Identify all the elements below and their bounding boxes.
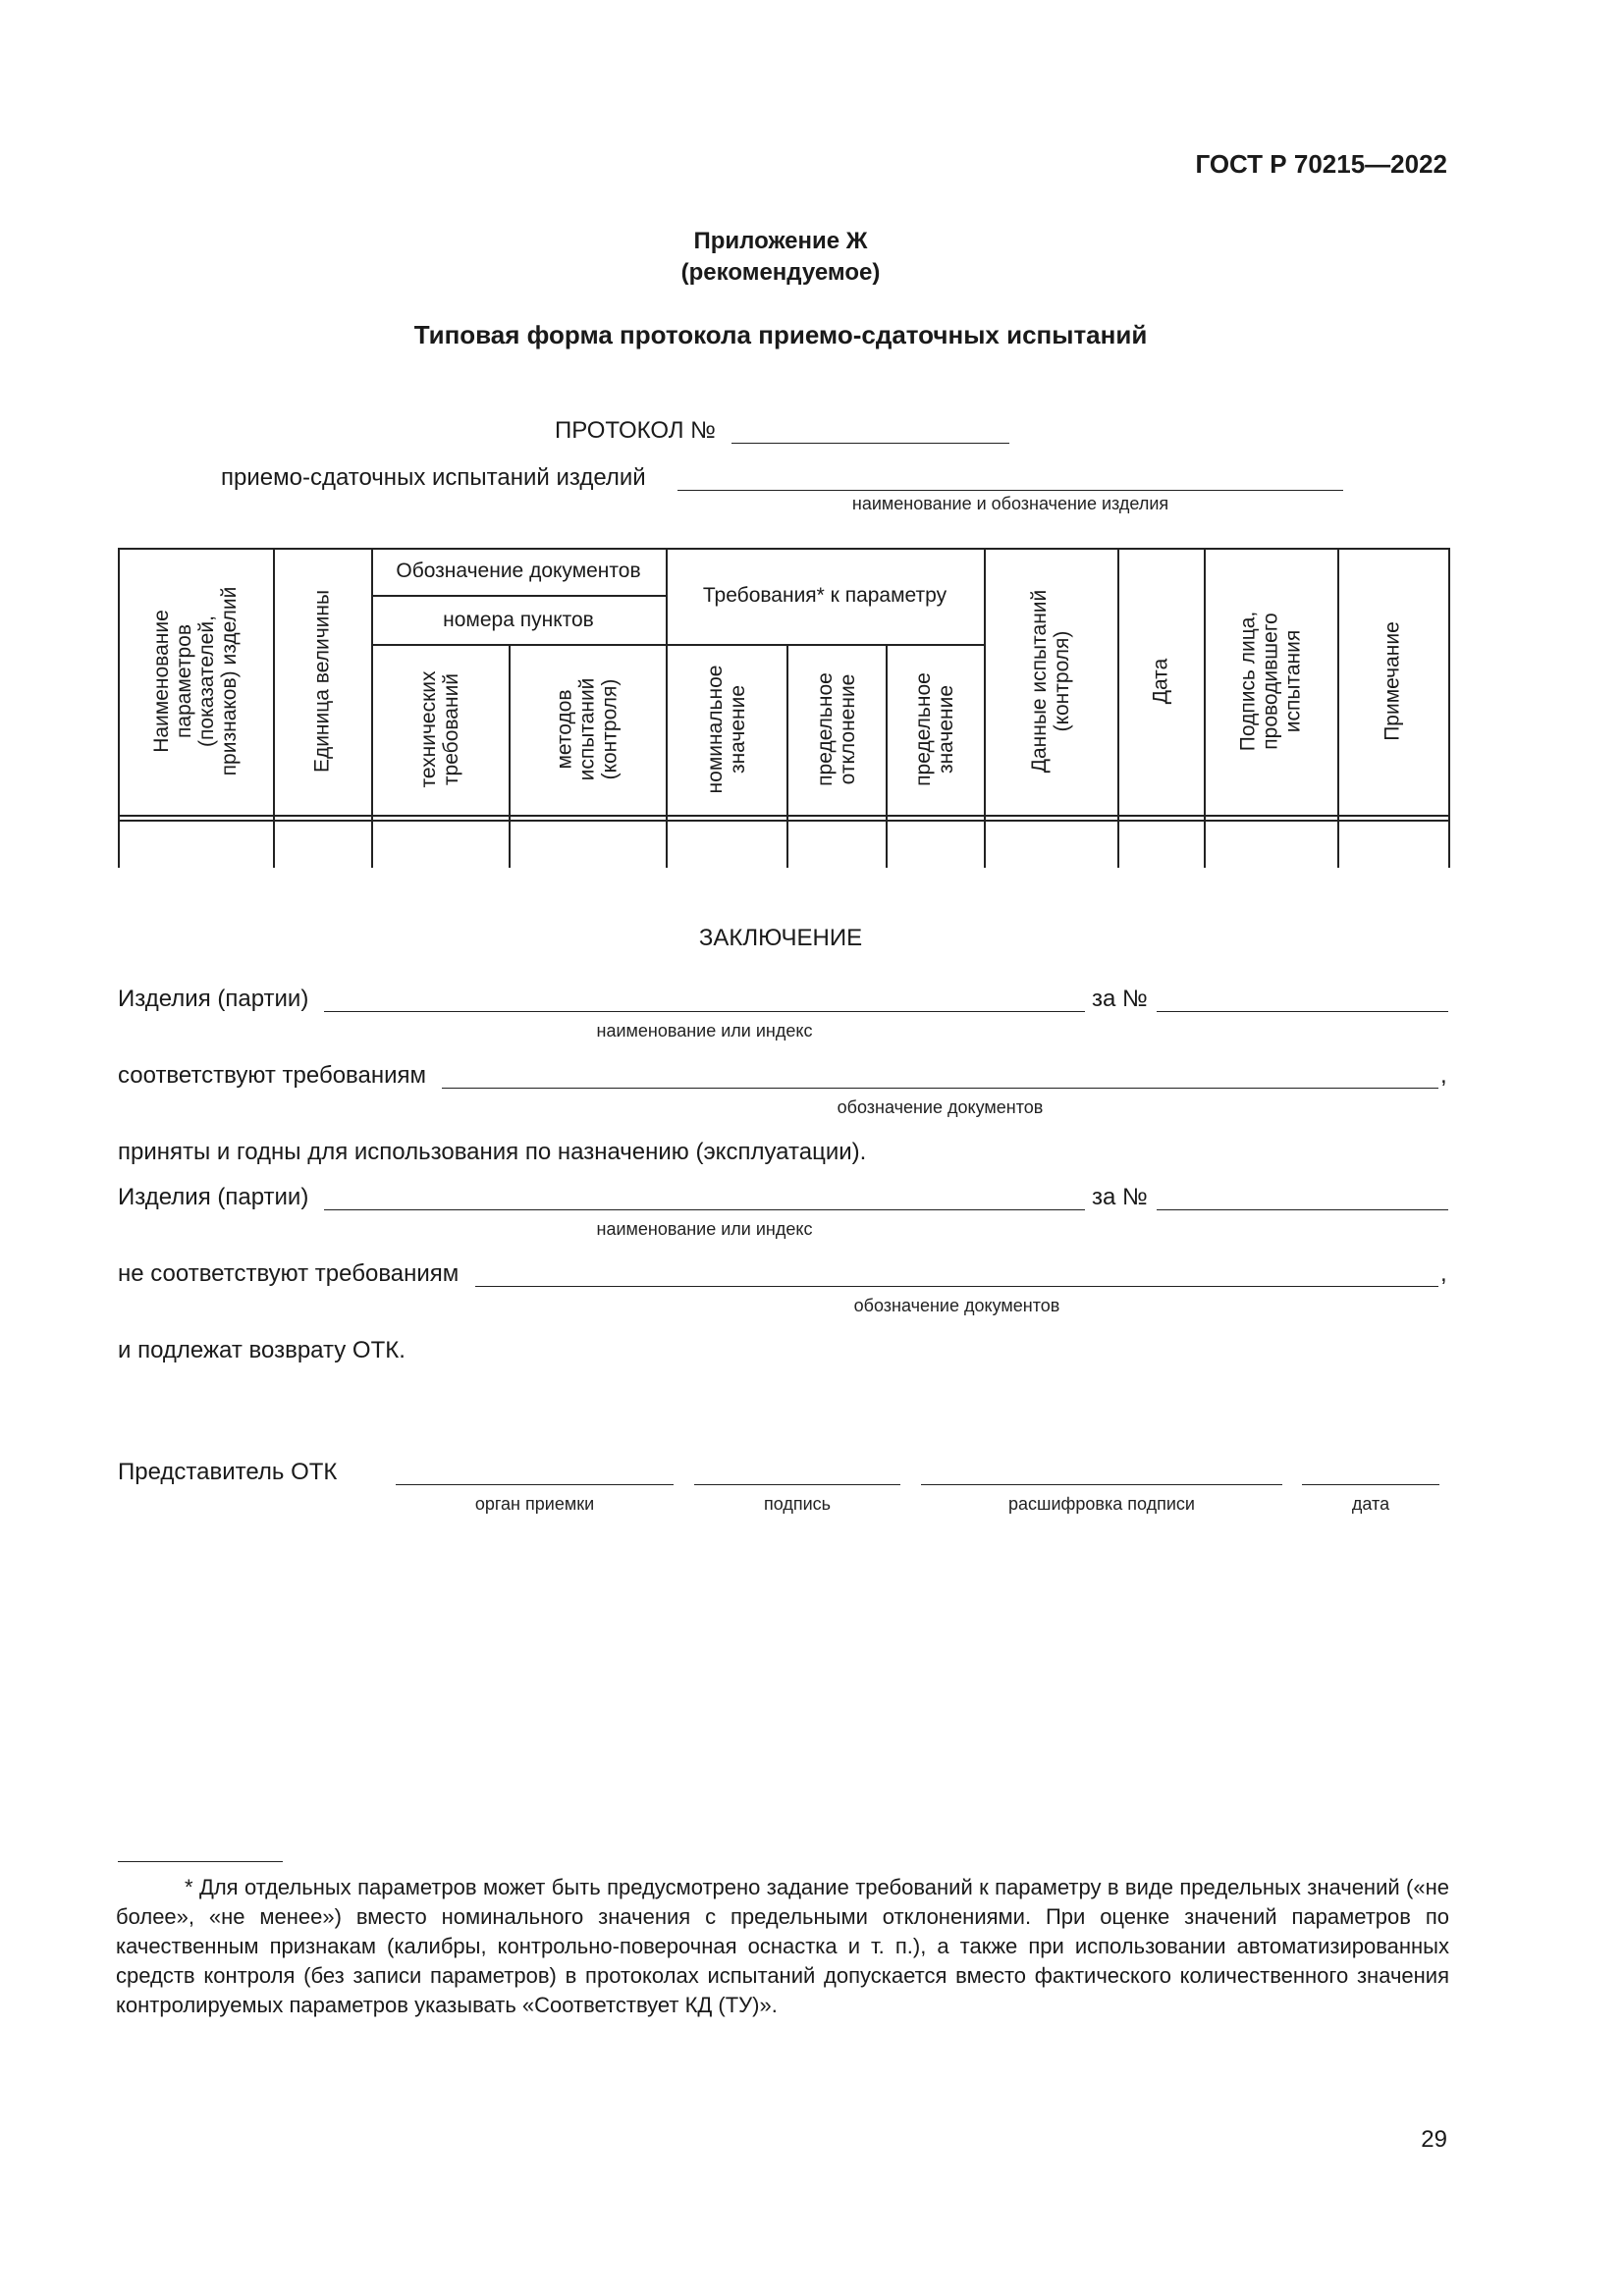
docs-hint-2: обозначение документов xyxy=(853,1296,1060,1315)
items-name-field-2[interactable] xyxy=(324,1209,1085,1210)
header-requirements-group: Требования* к параметру xyxy=(702,584,947,607)
header-test-methods: методов испытаний (контроля) xyxy=(553,677,622,781)
name-hint-2: наименование или индекс xyxy=(596,1219,813,1239)
date-hint: дата xyxy=(1351,1494,1390,1514)
accepted-text: приняты и годны для использования по назначению (эксплуатации). xyxy=(118,1139,867,1165)
org-hint: орган приемки xyxy=(474,1494,595,1514)
number-label-1: за № xyxy=(1092,986,1148,1012)
comma-2: , xyxy=(1440,1260,1447,1287)
header-signature: Подпись лица, проводившего испытания xyxy=(1236,611,1305,752)
not-comply-label: не соответствуют требованиям xyxy=(118,1260,460,1287)
sign-hint: подпись xyxy=(763,1494,832,1514)
items-label-2: Изделия (партии) xyxy=(118,1184,309,1210)
header-items-group: номера пунктов xyxy=(443,609,594,631)
header-test-data: Данные испытаний (контроля) xyxy=(1028,589,1073,774)
appendix-heading xyxy=(0,226,1561,289)
comply-label: соответствуют требованиям xyxy=(118,1062,427,1089)
header-tech-requirements: технических требований xyxy=(417,670,462,788)
number-field-1[interactable] xyxy=(1157,1011,1448,1012)
footnote xyxy=(116,1873,1449,2020)
number-field-2[interactable] xyxy=(1157,1209,1448,1210)
otk-representative-label: Представитель ОТК xyxy=(118,1459,338,1485)
product-name-hint: наименование и обозначение изделия xyxy=(851,494,1169,513)
page-number: 29 xyxy=(1421,2126,1447,2153)
protocol-label: ПРОТОКОЛ № xyxy=(555,417,716,444)
test-results-table xyxy=(118,548,1448,868)
docs-hint-1: обозначение документов xyxy=(837,1097,1044,1117)
name-hint-1: наименование или индекс xyxy=(596,1021,813,1041)
decode-hint: расшифровка подписи xyxy=(1008,1494,1195,1514)
comma-1: , xyxy=(1440,1062,1447,1089)
header-parameter-name: Наименование параметров (показателей, признаков) изделий xyxy=(150,586,241,776)
items-label-1: Изделия (партии) xyxy=(118,986,309,1012)
comply-docs-field[interactable] xyxy=(442,1088,1438,1089)
items-name-field-1[interactable] xyxy=(324,1011,1085,1012)
protocol-number-field[interactable] xyxy=(731,443,1009,444)
protocol-subject-label: приемо-сдаточных испытаний изделий xyxy=(221,464,646,491)
sign-field[interactable] xyxy=(694,1484,900,1485)
footnote-separator xyxy=(118,1861,283,1862)
decode-field[interactable] xyxy=(921,1484,1282,1485)
org-field[interactable] xyxy=(396,1484,674,1485)
header-unit: Единица величины xyxy=(310,589,334,774)
footnote-text: * Для отдельных параметров может быть предусмотрено задание требований к параметру в виде предельных значений («не более», «не менее») вместо номинального значения с предельными отклонениями. При оценке значений параметров по качественным признакам (калибры, контрольно-поверочная оснастка и т. п.), а также при использовании автоматизированных средств контроля (без записи параметров) в протоколах испытаний допускается вместо фактического количественного значения контролируемых параметров указывать «Соответствует КД (ТУ)». xyxy=(116,1875,1449,2017)
not-comply-docs-field[interactable] xyxy=(475,1286,1438,1287)
header-nominal-value: номинальное значение xyxy=(704,665,749,794)
return-text: и подлежат возврату ОТК. xyxy=(118,1337,406,1363)
header-limit-deviation: предельное отклонение xyxy=(814,672,859,786)
header-note: Примечание xyxy=(1380,621,1404,741)
header-docs-group: Обозначение документов xyxy=(396,560,641,582)
header-limit-value: предельное значение xyxy=(912,672,957,786)
appendix-title: Приложение Ж xyxy=(693,228,868,254)
date-field[interactable] xyxy=(1302,1484,1439,1485)
conclusion-title: ЗАКЛЮЧЕНИЕ xyxy=(698,925,863,951)
form-title: Типовая форма протокола приемо-сдаточных испытаний xyxy=(413,320,1148,349)
header-date: Дата xyxy=(1149,658,1172,705)
appendix-status: (рекомендуемое) xyxy=(680,259,881,286)
standard-designation: ГОСТ Р 70215—2022 xyxy=(1195,149,1447,179)
number-label-2: за № xyxy=(1092,1184,1148,1210)
product-name-field[interactable] xyxy=(677,490,1343,491)
